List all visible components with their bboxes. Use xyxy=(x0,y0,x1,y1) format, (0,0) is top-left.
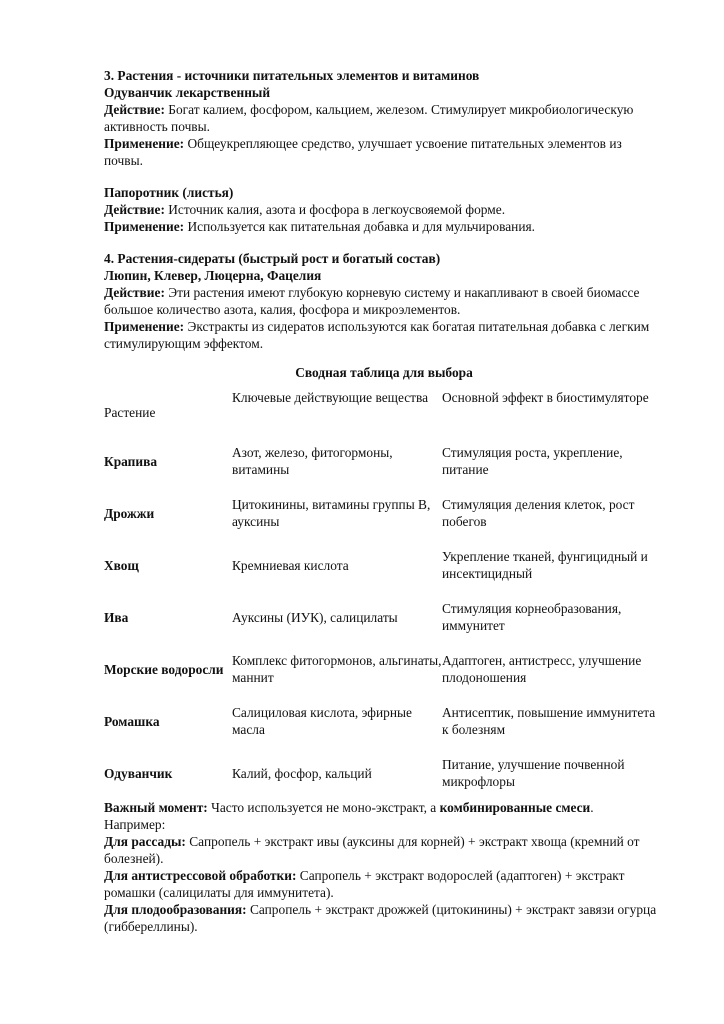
table-row xyxy=(104,487,664,539)
action-text: Источник калия, азота и фосфора в легкоусвояемой форме. xyxy=(164,202,506,217)
table-row xyxy=(104,591,664,643)
use-text: Общеукрепляющее средство, улучшает усвоение питательных элементов из почвы. xyxy=(104,136,622,168)
plant-use xyxy=(104,135,664,169)
table-header-cell: Основной эффект в биостимуляторе xyxy=(442,390,649,405)
plant-name: Люпин, Клевер, Люцерна, Фацелия xyxy=(104,268,322,283)
note-end: . xyxy=(590,800,594,815)
table-title: Сводная таблица для выбора xyxy=(295,365,473,380)
important-note xyxy=(104,799,664,935)
plant-cell: Дрожжи xyxy=(104,505,155,521)
example-item xyxy=(104,867,664,901)
table-header-cell: Ключевые действующие вещества xyxy=(232,390,429,405)
table-row xyxy=(104,643,664,695)
effect-cell: Стимуляция роста, укрепление, питание xyxy=(442,445,623,477)
use-label: Применение: xyxy=(104,319,185,334)
substances-cell: Комплекс фитогормонов, альгинаты, маннит xyxy=(232,653,442,685)
use-text: Используется как питательная добавка и для мульчирования. xyxy=(184,219,536,234)
action-label: Действие: xyxy=(104,202,165,217)
plant-name: Папоротник (листья) xyxy=(104,185,234,200)
example-text: Сапропель + экстракт ивы (ауксины для корней) + экстракт хвоща (кремний от болезней). xyxy=(104,834,640,866)
effect-cell: Стимуляция деления клеток, рост побегов xyxy=(442,497,635,529)
action-label: Действие: xyxy=(104,285,165,300)
plant-use xyxy=(104,318,664,352)
section-green-manure xyxy=(104,250,664,352)
effect-cell: Стимуляция корнеобразования, иммунитет xyxy=(442,601,622,633)
example-item xyxy=(104,833,664,867)
example-label: Для плодообразования: xyxy=(104,902,247,917)
plant-action xyxy=(104,101,664,135)
effect-cell: Адаптоген, антистресс, улучшение плодоношения xyxy=(442,653,642,685)
plant-action xyxy=(104,201,664,218)
action-text: Эти растения имеют глубокую корневую систему и накапливают в своей биомассе большое количество азота, калия, фосфора и микроэлементов. xyxy=(104,285,640,317)
table-row xyxy=(104,695,664,747)
plant-cell: Крапива xyxy=(104,453,158,469)
table-row xyxy=(104,747,664,799)
plant-cell: Одуванчик xyxy=(104,765,173,781)
section-heading: 3. Растения - источники питательных элементов и витаминов xyxy=(104,68,480,83)
use-label: Применение: xyxy=(104,219,185,234)
note-label: Важный момент: xyxy=(104,800,208,815)
example-text: Сапропель + экстракт дрожжей (цитокинины) + экстракт завязи огурца (гиббереллины). xyxy=(104,902,657,934)
use-label: Применение: xyxy=(104,136,185,151)
plant-name: Одуванчик лекарственный xyxy=(104,85,271,100)
note-bold-text: комбинированные смеси xyxy=(439,800,591,815)
action-text: Богат калием, фосфором, кальцием, железом. Стимулирует микробиологическую активность почвы. xyxy=(104,102,634,134)
effect-cell: Антисептик, повышение иммунитета к болезням xyxy=(442,705,656,737)
substances-cell: Кремниевая кислота xyxy=(232,557,349,573)
example-intro: Например: xyxy=(104,817,166,832)
use-text: Экстракты из сидератов используются как богатая питательная добавка с легким стимулирующим эффектом. xyxy=(104,319,650,351)
substances-cell: Салициловая кислота, эфирные масла xyxy=(232,705,412,737)
plant-cell: Ромашка xyxy=(104,713,160,729)
plant-cell: Хвощ xyxy=(104,557,139,573)
effect-cell: Укрепление тканей, фунгицидный и инсектицидный xyxy=(442,549,648,581)
table-header-row xyxy=(104,387,664,435)
section-heading: 4. Растения-сидераты (быстрый рост и богатый состав) xyxy=(104,251,441,266)
substances-cell: Цитокинины, витамины группы В, ауксины xyxy=(232,497,431,529)
substances-cell: Ауксины (ИУК), салицилаты xyxy=(232,609,398,625)
effect-cell: Питание, улучшение почвенной микрофлоры xyxy=(442,757,625,789)
plant-cell: Морские водоросли xyxy=(104,661,224,677)
section-nutrients xyxy=(104,67,664,235)
document-page xyxy=(104,67,664,935)
note-text: Часто используется не моно-экстракт, а xyxy=(207,800,440,815)
plant-action xyxy=(104,284,664,318)
example-item xyxy=(104,901,664,935)
plant-cell: Ива xyxy=(104,609,129,625)
substances-cell: Калий, фосфор, кальций xyxy=(232,765,372,781)
action-label: Действие: xyxy=(104,102,165,117)
plant-use xyxy=(104,218,664,235)
table-row xyxy=(104,435,664,487)
table-header-cell: Растение xyxy=(104,404,156,420)
example-label: Для рассады: xyxy=(104,834,186,849)
substances-cell: Азот, железо, фитогормоны, витамины xyxy=(232,445,393,477)
summary-table xyxy=(104,387,664,799)
example-text: Сапропель + экстракт водорослей (адаптоген) + экстракт ромашки (салицилаты для иммунитета). xyxy=(104,868,625,900)
table-row xyxy=(104,539,664,591)
note-paragraph xyxy=(104,799,664,816)
example-label: Для антистрессовой обработки: xyxy=(104,868,297,883)
